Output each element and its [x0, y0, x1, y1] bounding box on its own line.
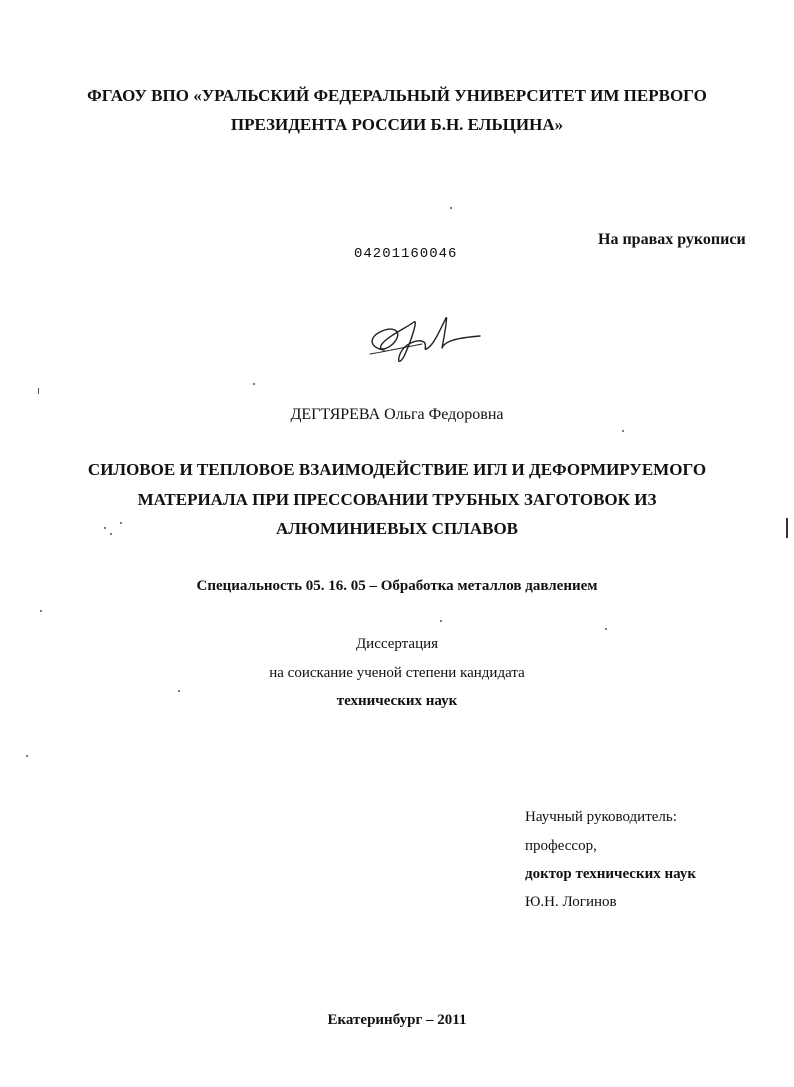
degree-line-1: Диссертация — [355, 636, 439, 652]
supervisor-rank: профессор, — [525, 838, 597, 854]
institution-line-1: ФГАОУ ВПО «УРАЛЬСКИЙ ФЕДЕРАЛЬНЫЙ УНИВЕРСИТЕТ ИМ ПЕРВОГО — [87, 86, 707, 105]
scan-edge-mark — [786, 518, 788, 538]
manuscript-rights: На правах рукописи — [598, 231, 746, 248]
scan-speck — [622, 430, 624, 432]
scan-speck — [450, 207, 452, 209]
scan-speck — [110, 533, 112, 535]
specialty: Специальность 05. 16. 05 – Обработка металлов давлением — [196, 578, 598, 594]
scan-speck — [26, 755, 28, 757]
supervisor-degree: доктор технических наук — [525, 866, 697, 882]
registration-number: 04201160046 — [354, 246, 458, 262]
scan-speck — [605, 628, 607, 630]
supervisor-label: Научный руководитель: — [525, 809, 677, 825]
title-line-2: МАТЕРИАЛА ПРИ ПРЕССОВАНИИ ТРУБНЫХ ЗАГОТОВОК ИЗ — [137, 490, 657, 509]
scan-speck — [40, 610, 42, 612]
scan-speck — [253, 383, 255, 385]
scan-speck — [38, 388, 39, 394]
signature-icon — [362, 308, 482, 372]
title-line-1: СИЛОВОЕ И ТЕПЛОВОЕ ВЗАИМОДЕЙСТВИЕ ИГЛ И ДЕФОРМИРУЕМОГО — [87, 460, 707, 479]
scan-speck — [178, 690, 180, 692]
city-year: Екатеринбург – 2011 — [327, 1012, 467, 1028]
scan-speck — [120, 522, 122, 524]
author-name: ДЕГТЯРЕВА Ольга Федоровна — [290, 406, 504, 423]
degree-line-2: на соискание ученой степени кандидата — [269, 665, 525, 681]
title-line-3: АЛЮМИНИЕВЫХ СПЛАВОВ — [275, 519, 519, 538]
institution-line-2: ПРЕЗИДЕНТА РОССИИ Б.Н. ЕЛЬЦИНА» — [230, 115, 564, 134]
scan-speck — [440, 620, 442, 622]
scan-speck — [104, 527, 106, 529]
supervisor-name: Ю.Н. Логинов — [525, 894, 617, 910]
degree-line-3: технических наук — [336, 693, 458, 709]
